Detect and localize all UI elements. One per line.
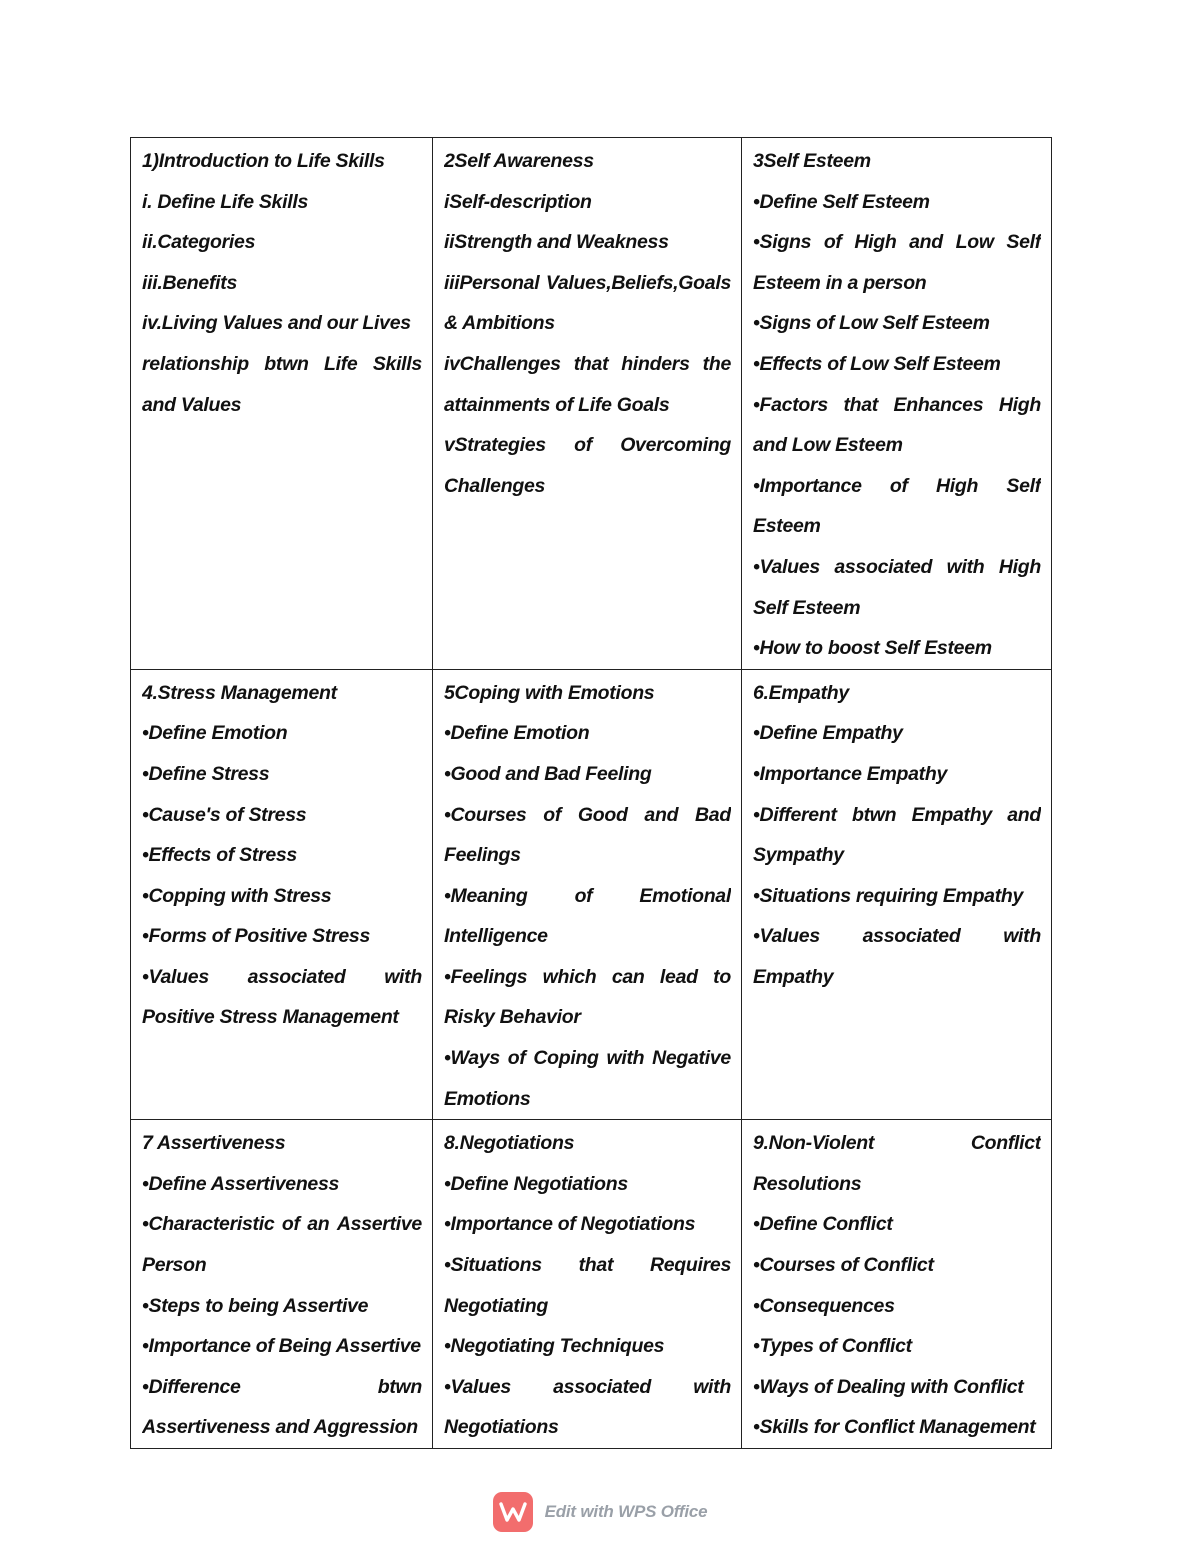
subtopic-line: •Characteristic of an Assertive xyxy=(142,1213,422,1236)
subtopic-line: •Values associated with xyxy=(444,1375,731,1398)
subtopic-line: iiStrength and Weakness xyxy=(444,231,669,254)
subtopic-line: & Ambitions xyxy=(444,312,555,335)
wps-footer[interactable] xyxy=(0,1492,1200,1532)
topics-table xyxy=(130,137,1052,1449)
table-row xyxy=(131,138,1052,670)
subtopic-line: Positive Stress Management xyxy=(142,1006,399,1029)
subtopic-line: •Good and Bad Feeling xyxy=(444,762,652,785)
subtopic-line: •Importance of Negotiations xyxy=(444,1213,696,1236)
subtopic-line: Resolutions xyxy=(753,1172,862,1195)
subtopic-line: •Importance Empathy xyxy=(753,762,948,785)
topic-title: 4.Stress Management xyxy=(142,681,337,704)
topic-cell xyxy=(742,669,1052,1120)
subtopic-line: i. Define Life Skills xyxy=(142,190,309,213)
subtopic-line: •Values associated with xyxy=(753,925,1041,948)
subtopic-line: Risky Behavior xyxy=(444,1006,581,1029)
topic-title: 1)Introduction to Life Skills xyxy=(142,150,385,172)
topic-title: 7 Assertiveness xyxy=(142,1132,286,1155)
subtopic-line: •Define Assertiveness xyxy=(142,1172,340,1195)
topic-title: 5Coping with Emotions xyxy=(444,681,655,704)
subtopic-line: •Values associated with High xyxy=(753,555,1041,578)
subtopic-line: •Skills for Conflict Management xyxy=(753,1416,1036,1439)
topic-cell xyxy=(433,138,742,670)
topic-cell xyxy=(742,1120,1052,1449)
subtopic-line: •Define Self Esteem xyxy=(753,190,930,213)
subtopic-line: Feelings xyxy=(444,844,521,867)
wps-office-logo-icon xyxy=(493,1492,533,1532)
subtopic-line: •Define Emotion xyxy=(142,722,288,745)
subtopic-line: •Forms of Positive Stress xyxy=(142,925,370,948)
subtopic-line: •Define Negotiations xyxy=(444,1172,628,1195)
topic-cell xyxy=(131,669,433,1120)
table-row xyxy=(131,669,1052,1120)
subtopic-line: •Situations that Requires xyxy=(444,1254,731,1277)
subtopic-line: attainments of Life Goals xyxy=(444,393,670,416)
subtopic-line: ii.Categories xyxy=(142,231,256,254)
subtopic-line: •Feelings which can lead to xyxy=(444,965,731,988)
subtopic-line: •How to boost Self Esteem xyxy=(753,637,992,660)
subtopic-line: Esteem xyxy=(753,515,821,538)
subtopic-line: •Cause's of Stress xyxy=(142,803,307,826)
subtopic-line: •Different btwn Empathy and xyxy=(753,803,1041,826)
subtopic-line: •Signs of Low Self Esteem xyxy=(753,312,990,335)
subtopic-line: •Steps to being Assertive xyxy=(142,1294,369,1317)
subtopic-line: •Importance of Being Assertive xyxy=(142,1335,421,1358)
topic-title: 2Self Awareness xyxy=(444,150,594,172)
subtopic-line: •Values associated with xyxy=(142,965,422,988)
subtopic-line: and Values xyxy=(142,393,242,416)
subtopic-line: •Meaning of Emotional xyxy=(444,884,731,907)
subtopic-line: •Ways of Coping with Negative xyxy=(444,1047,731,1070)
topic-cell xyxy=(433,1120,742,1449)
subtopic-line: •Difference btwn xyxy=(142,1375,422,1398)
topic-title: 8.Negotiations xyxy=(444,1132,575,1155)
subtopic-line: •Define Emotion xyxy=(444,722,590,745)
subtopic-line: Negotiating xyxy=(444,1294,548,1317)
topic-cell xyxy=(433,669,742,1120)
topic-cell xyxy=(131,1120,433,1449)
subtopic-line: •Signs of High and Low Self xyxy=(753,231,1041,254)
subtopic-line: Intelligence xyxy=(444,925,548,948)
subtopic-line: •Courses of Conflict xyxy=(753,1254,934,1277)
subtopic-line: iii.Benefits xyxy=(142,271,238,294)
subtopic-line: •Copping with Stress xyxy=(142,884,332,907)
subtopic-line: •Define Stress xyxy=(142,762,270,785)
subtopic-line: ivChallenges that hinders the xyxy=(444,352,731,375)
topic-title: 9.Non-Violent Conflict xyxy=(753,1132,1041,1155)
subtopic-line: •Define Conflict xyxy=(753,1213,893,1236)
table-row xyxy=(131,1120,1052,1449)
subtopic-line: •Effects of Low Self Esteem xyxy=(753,352,1001,375)
subtopic-line: relationship btwn Life Skills xyxy=(142,352,422,375)
subtopic-line: Emotions xyxy=(444,1087,531,1110)
subtopic-line: •Factors that Enhances High xyxy=(753,393,1041,416)
subtopic-line: •Ways of Dealing with Conflict xyxy=(753,1375,1024,1398)
subtopic-line: iv.Living Values and our Lives xyxy=(142,312,411,335)
subtopic-line: •Define Empathy xyxy=(753,722,903,745)
topic-cell xyxy=(131,138,433,670)
subtopic-line: Assertiveness and Aggression xyxy=(142,1416,418,1439)
subtopic-line: Sympathy xyxy=(753,844,844,867)
subtopic-line: •Negotiating Techniques xyxy=(444,1335,665,1358)
subtopic-line: Esteem in a person xyxy=(753,271,927,294)
subtopic-line: •Importance of High Self xyxy=(753,474,1041,497)
subtopic-line: Person xyxy=(142,1254,207,1277)
subtopic-line: iSelf-description xyxy=(444,190,592,213)
topic-title: 3Self Esteem xyxy=(753,150,871,172)
subtopic-line: •Situations requiring Empathy xyxy=(753,884,1024,907)
subtopic-line: Negotiations xyxy=(444,1416,559,1439)
edit-with-wps-link[interactable]: Edit with WPS Office xyxy=(544,1502,708,1521)
topic-title: 6.Empathy xyxy=(753,681,849,704)
subtopic-line: Challenges xyxy=(444,474,546,497)
subtopic-line: •Types of Conflict xyxy=(753,1335,912,1358)
subtopic-line: iiiPersonal Values,Beliefs,Goals xyxy=(444,271,731,294)
subtopic-line: Empathy xyxy=(753,965,834,988)
subtopic-line: Self Esteem xyxy=(753,596,861,619)
subtopic-line: •Consequences xyxy=(753,1294,895,1317)
subtopic-line: and Low Esteem xyxy=(753,434,903,457)
subtopic-line: •Courses of Good and Bad xyxy=(444,803,731,826)
subtopic-line: •Effects of Stress xyxy=(142,844,297,867)
subtopic-line: vStrategies of Overcoming xyxy=(444,434,731,457)
topic-cell xyxy=(742,138,1052,670)
